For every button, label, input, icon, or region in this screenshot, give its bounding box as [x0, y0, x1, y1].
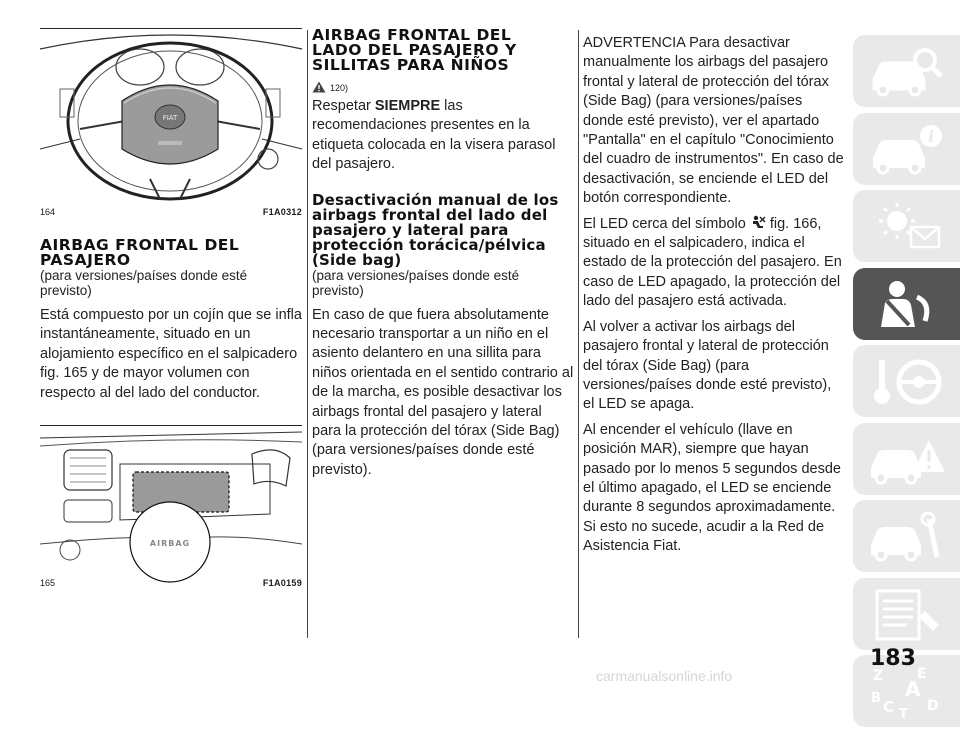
- dashboard-airbag-illustration: [40, 426, 302, 576]
- tab-maintenance[interactable]: [853, 500, 960, 572]
- tab-emergency[interactable]: [853, 423, 960, 495]
- emphasis: SIEMPRE: [374, 98, 441, 114]
- paragraph: [583, 215, 845, 312]
- passenger-airbag-off-icon: [750, 215, 766, 230]
- warning-note: [312, 79, 574, 93]
- figure-number: 165: [40, 578, 56, 589]
- paragraph: Está compuesto por un cojín que se infla instantáneamente, situado en un alojamiento específico en el salpicadero fig. 165 y de mayor volumen con respecto al del lado del conductor.: [40, 307, 302, 401]
- page-number: 183: [870, 646, 916, 671]
- column-1: [40, 28, 302, 591]
- index-letter: C: [883, 698, 895, 716]
- car-search-icon: [867, 44, 947, 98]
- text: las recomendaciones presentes en la etiqueta colocada en la visera parasol del pasajero.: [312, 98, 556, 173]
- paragraph: ADVERTENCIA Para desactivar manualmente los airbags del pasajero frontal y lateral de protección del tórax (Side Bag) (para versiones/países donde esté previsto), ver el apartado "Pantalla" en el capítulo "Conocimiento del cuadro de instrumentos". En caso de desactivación, se enciende el LED del botón correspondiente.: [583, 35, 844, 207]
- figure-code: F1A0159: [262, 578, 302, 589]
- paragraph: [312, 97, 574, 175]
- text: El LED cerca del símbolo: [583, 215, 746, 232]
- column-divider: [307, 30, 308, 638]
- column-3: [583, 34, 845, 557]
- tab-safety[interactable]: [853, 268, 960, 340]
- index-letter: D: [927, 698, 939, 714]
- text: Respetar: [312, 98, 375, 114]
- key-steering-wheel-icon: [867, 354, 947, 408]
- section-heading: AIRBAG FRONTAL DEL LADO DEL PASAJERO Y SILLITAS PARA NIÑOS: [312, 26, 517, 74]
- svg-text:i: i: [927, 126, 935, 146]
- index-letter: B: [871, 691, 881, 706]
- figure-number: 164: [40, 207, 56, 217]
- index-letter: A: [905, 677, 921, 701]
- chapter-tab-sidebar: [853, 35, 960, 733]
- steering-wheel-illustration: [40, 29, 302, 205]
- svg-text:FIAT: FIAT: [162, 114, 178, 122]
- seatbelt-person-icon: [867, 277, 947, 331]
- text: fig. 166, situado en el salpicadero, indica el estado de la protección del pasajero. En caso de LED apagado, la protección del lado del pasajero está activada.: [583, 215, 842, 310]
- column-divider: [578, 30, 579, 638]
- figure-164-caption: [40, 204, 302, 220]
- column-2: [312, 28, 574, 480]
- section-subheading: (para versiones/países donde esté previsto): [40, 268, 248, 298]
- list-document-icon: [867, 587, 947, 641]
- paragraph: En caso de que fuera absolutamente necesario transportar a un niño en el asiento delantero en una sillita para niños orientada en el sentido contrario al de la marcha, es posible desactivar los airbags frontal del pasajero y lateral para la protección del tórax (Side Bag) (para versiones/países donde esté previsto).: [312, 306, 574, 478]
- tab-starting-driving[interactable]: [853, 345, 960, 417]
- subsection-heading: Desactivación manual de los airbags frontal del lado del pasajero y lateral para protección torácica/pélvica (Side bag): [312, 190, 559, 269]
- index-letter: E: [917, 666, 927, 682]
- watermark: carmanualsonline.info: [596, 668, 733, 684]
- warning-triangle-icon: [312, 81, 326, 93]
- paragraph: Al encender el vehículo (llave en posición MAR), siempre que hayan pasado por lo menos 5 segundos desde el último apagado, el LED se enciende durante 8 segundos aproximadamente. Si esto no sucede, acudir a la Red de Asistencia Fiat.: [583, 421, 841, 555]
- figure-164-steering-wheel: [40, 28, 302, 204]
- note-reference: 120): [330, 83, 349, 93]
- section-heading: AIRBAG FRONTAL DEL PASAJERO: [40, 236, 240, 269]
- figure-165-dashboard-airbag: [40, 425, 302, 575]
- car-info-icon: [867, 122, 947, 176]
- paragraph: Al volver a activar los airbags del pasajero frontal y lateral de protección del tórax (Side Bag) (para versiones/países donde esté previsto), el LED se apaga.: [583, 318, 832, 413]
- car-warning-triangle-icon: [867, 432, 947, 486]
- alphabet-index-icon: [867, 664, 947, 722]
- index-letter: Z: [873, 668, 884, 684]
- car-wrench-icon: [867, 509, 947, 563]
- airbag-label: AIRBAG: [149, 539, 191, 549]
- tab-car-info[interactable]: [853, 113, 960, 185]
- subsection-subheading: (para versiones/países donde esté previsto): [312, 267, 520, 298]
- tab-warning-lights[interactable]: [853, 190, 960, 262]
- tab-car-search[interactable]: [853, 35, 960, 107]
- index-letter: T: [899, 707, 908, 722]
- warning-light-envelope-icon: [867, 199, 947, 253]
- tab-technical-data[interactable]: [853, 578, 960, 650]
- figure-code: F1A0312: [262, 207, 302, 217]
